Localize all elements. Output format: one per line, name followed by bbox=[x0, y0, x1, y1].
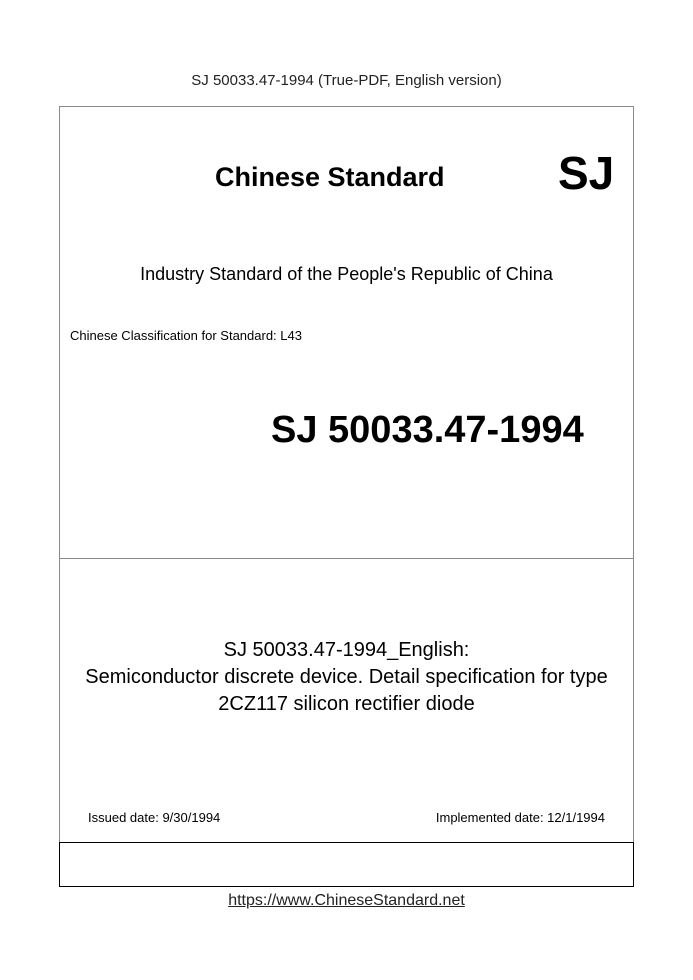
standard-mark: SJ bbox=[558, 147, 615, 199]
standard-title-line-1: SJ 50033.47-1994_English: bbox=[223, 639, 470, 661]
standard-number: SJ 50033.47-1994 bbox=[271, 409, 584, 451]
classification-code: Chinese Classification for Standard: L43 bbox=[70, 328, 302, 343]
website-link[interactable]: https://www.ChineseStandard.net bbox=[228, 892, 465, 909]
issued-date: Issued date: 9/30/1994 bbox=[88, 810, 221, 825]
bottom-box bbox=[59, 842, 634, 887]
implemented-date: Implemented date: 12/1/1994 bbox=[435, 810, 605, 825]
document-type-title: Chinese Standard bbox=[215, 162, 445, 192]
document-header: SJ 50033.47-1994 (True-PDF, English version) bbox=[191, 72, 502, 89]
standard-title-line-2: Semiconductor discrete device. Detail specification for type bbox=[85, 666, 608, 688]
cover-lower-frame bbox=[59, 559, 634, 887]
standard-title bbox=[59, 637, 634, 718]
standard-title-line-3: 2CZ117 silicon rectifier diode bbox=[218, 693, 475, 715]
issuing-body-subtitle: Industry Standard of the People's Republic of China bbox=[140, 264, 553, 284]
